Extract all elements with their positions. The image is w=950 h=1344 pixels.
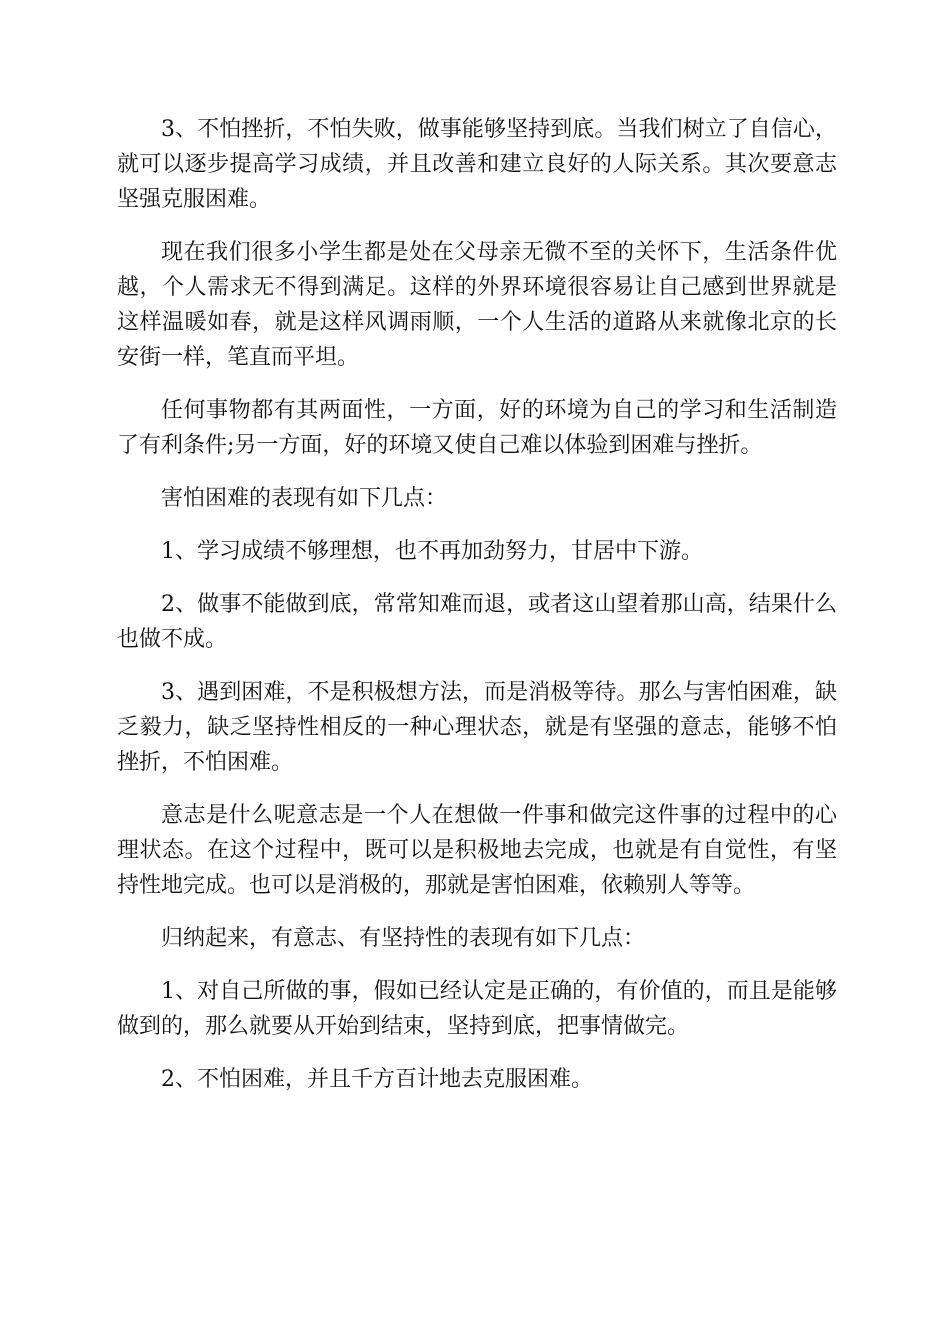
paragraph-8: 意志是什么呢意志是一个人在想做一件事和做完这件事的过程中的心理状态。在这个过程中，既可以是积极地去完成，也就是有自觉性，有坚持性地完成。也可以是消极的，那就是害怕困难，依赖别人等等。 [117,803,837,898]
document-body [117,112,837,1115]
paragraph-9: 归纳起来，有意志、有坚持性的表现有如下几点： [161,926,646,951]
paragraph-3: 任何事物都有其两面性，一方面，好的环境为自己的学习和生活制造了有利条件;另一方面，好的环境又使自己难以体验到困难与挫折。 [117,398,837,458]
paragraph-1: 3、不怕挫折，不怕失败，做事能够坚持到底。当我们树立了自信心，就可以逐步提高学习成绩，并且改善和建立良好的人际关系。其次要意志坚强克服困难。 [117,117,837,212]
paragraph-11: 2、不怕困难，并且千方百计地去克服困难。 [161,1067,593,1092]
paragraph-6: 2、做事不能做到底，常常知难而退，或者这山望着那山高，结果什么也做不成。 [117,592,837,652]
paragraph-4: 害怕困难的表现有如下几点： [161,486,448,511]
paragraph-5: 1、学习成绩不够理想，也不再加劲努力，甘居中下游。 [161,539,703,564]
paragraph-2: 现在我们很多小学生都是处在父母亲无微不至的关怀下，生活条件优越，个人需求无不得到满足。这样的外界环境很容易让自己感到世界就是这样温暖如春，就是这样风调雨顺，一个人生活的道路从来就像北京的长安街一样，笔直而平坦。 [117,240,837,370]
paragraph-7: 3、遇到困难，不是积极想方法，而是消极等待。那么与害怕困难，缺乏毅力，缺乏坚持性相反的一种心理状态，就是有坚强的意志，能够不怕挫折，不怕困难。 [117,680,837,775]
paragraph-10: 1、对自己所做的事，假如已经认定是正确的，有价值的，而且是能够做到的，那么就要从开始到结束，坚持到底，把事情做完。 [117,979,837,1039]
